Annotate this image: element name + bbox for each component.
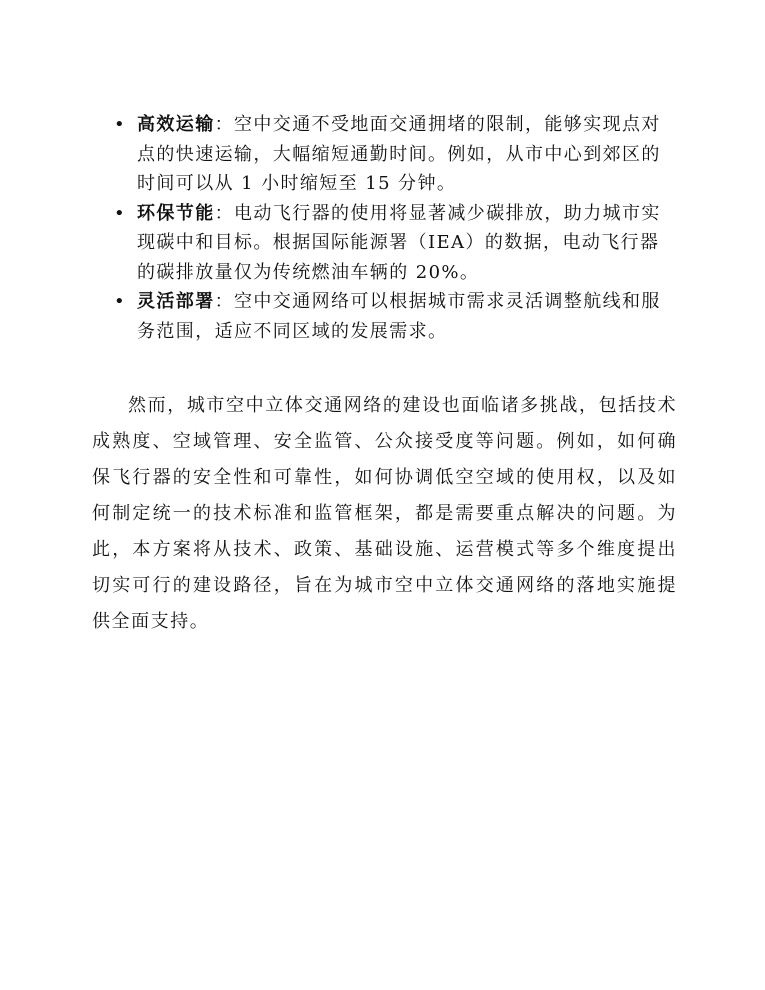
bullet-term: 高效运输 bbox=[137, 114, 215, 135]
list-item bbox=[114, 110, 677, 199]
bullet-term: 环保节能 bbox=[137, 202, 215, 224]
bullet-text: ：电动飞行器的使用将显著减少碳排放，助力城市实现碳中和目标。根据国际能源署（IEA）的数据，电动飞行器的碳排放量仅为传统燃油车辆的 20%。 bbox=[137, 202, 661, 283]
list-item bbox=[114, 287, 677, 346]
bullet-term: 灵活部署 bbox=[137, 291, 215, 312]
bullet-icon: • bbox=[114, 291, 127, 312]
bullet-icon: • bbox=[114, 114, 127, 135]
benefits-list bbox=[0, 110, 765, 346]
list-item bbox=[114, 199, 677, 288]
body-paragraph: 然而，城市空中立体交通网络的建设也面临诸多挑战，包括技术成熟度、空域管理、安全监管、公众接受度等问题。例如，如何确保飞行器的安全性和可靠性，如何协调低空空域的使用权，以及如何制定统一的技术标准和监管框架，都是需要重点解决的问题。为此，本方案将从技术、政策、基础设施、运营模式等多个维度提出切实可行的建设路径，旨在为城市空中立体交通网络的落地实施提供全面支持。 bbox=[92, 395, 677, 632]
bullet-text: ：空中交通不受地面交通拥堵的限制，能够实现点对点的快速运输，大幅缩短通勤时间。例如，从市中心到郊区的时间可以从 1 小时缩短至 15 分钟。 bbox=[137, 114, 661, 194]
bullet-text: ：空中交通网络可以根据城市需求灵活调整航线和服务范围，适应不同区域的发展需求。 bbox=[137, 291, 661, 342]
bullet-icon: • bbox=[114, 202, 127, 224]
